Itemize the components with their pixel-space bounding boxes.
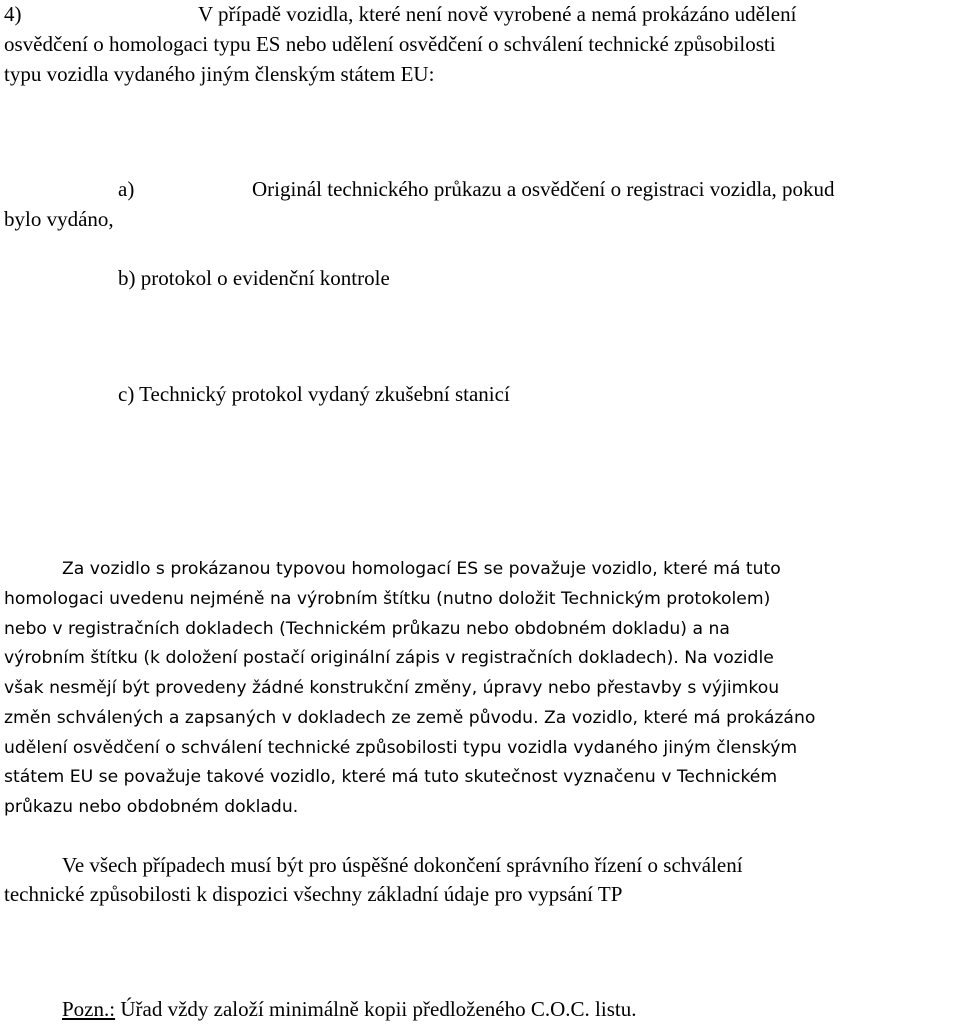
- section-line-2: osvědčení o homologaci typu ES nebo udělení osvědčení o schválení technické způsobilosti: [4, 32, 776, 56]
- paragraph-line: výrobním štítku (k doložení postačí originální zápis v registračních dokladech). Na vozidle: [4, 648, 774, 668]
- item-a-continuation: bylo vydáno,: [4, 207, 114, 231]
- paragraph-line: nebo v registračních dokladech (Technickém průkazu nebo obdobném dokladu) a na: [4, 619, 730, 639]
- paragraph-line: průkazu nebo obdobném dokladu.: [4, 797, 299, 817]
- item-a-text: Originál technického průkazu a osvědčení o registraci vozidla, pokud: [252, 177, 835, 201]
- paragraph-line: udělení osvědčení o schválení technické způsobilosti typu vozidla vydaného jiným členským: [4, 738, 798, 758]
- paragraph-line: Za vozidlo s prokázanou typovou homologací ES se považuje vozidlo, které má tuto: [62, 559, 781, 579]
- note-text: Úřad vždy založí minimálně kopii předloženého C.O.C. listu.: [115, 997, 637, 1021]
- paragraph-line: však nesmějí být provedeny žádné konstrukční změny, úpravy nebo přestavby s výjimkou: [4, 678, 780, 698]
- note-label: Pozn.:: [62, 997, 116, 1021]
- paragraph-line: změn schválených a zapsaných v dokladech ze země původu. Za vozidlo, které má prokázáno: [4, 708, 816, 728]
- item-c: c) Technický protokol vydaný zkušební stanicí: [118, 382, 510, 406]
- paragraph-line: Ve všech případech musí být pro úspěšné dokončení správního řízení o schválení: [62, 853, 743, 877]
- paragraph-line: technické způsobilosti k dispozici všechny základní údaje pro vypsání TP: [4, 882, 623, 906]
- paragraph-line: státem EU se považuje takové vozidlo, které má tuto skutečnost vyznačenu v Technickém: [4, 767, 778, 787]
- section-number: 4): [4, 2, 22, 26]
- item-a-label: a): [118, 177, 135, 201]
- section-line-1: V případě vozidla, které není nově vyrobené a nemá prokázáno udělení: [198, 2, 797, 26]
- item-b: b) protokol o evidenční kontrole: [118, 266, 390, 290]
- section-line-3: typu vozidla vydaného jiným členským státem EU:: [4, 62, 435, 86]
- note: [62, 994, 636, 1024]
- paragraph-line: homologaci uvedenu nejméně na výrobním štítku (nutno doložit Technickým protokolem): [4, 589, 771, 609]
